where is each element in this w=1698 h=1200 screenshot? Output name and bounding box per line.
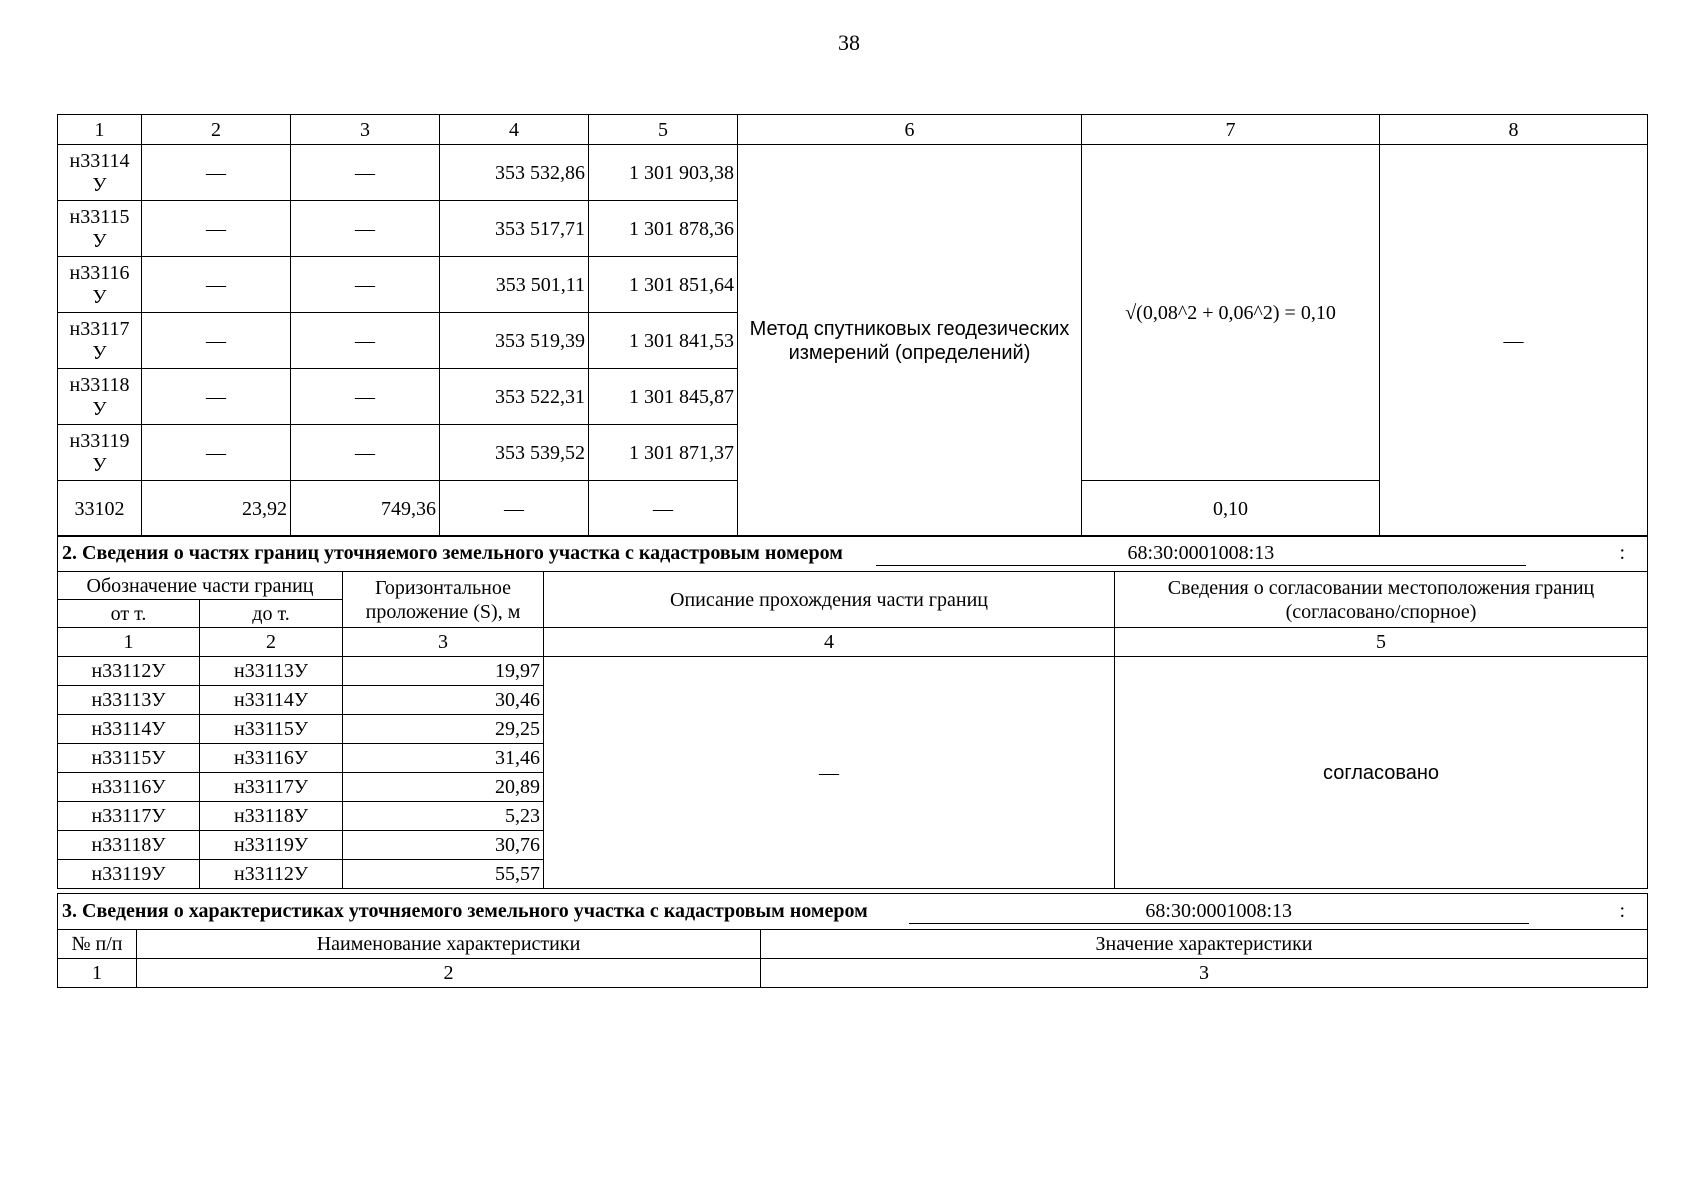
- horizontal-header: Горизонтальное проложение (S), м: [343, 572, 544, 628]
- point-name: 33102: [58, 481, 142, 537]
- to-header: до т.: [200, 600, 343, 628]
- method-cell: Метод спутниковых геодезических измерений (определений): [738, 145, 1082, 537]
- table-row: [58, 145, 1648, 201]
- from-header: от т.: [58, 600, 200, 628]
- col-number: 3: [343, 628, 544, 657]
- cadastral-number: 68:30:0001008:13: [876, 541, 1526, 566]
- col-number: 2: [142, 115, 291, 145]
- cell-value: 23,92: [142, 481, 291, 537]
- horizontal-value: 19,97: [343, 657, 544, 686]
- cell-dash: —: [142, 145, 291, 201]
- to-point: н33116У: [200, 744, 343, 773]
- col8-value: —: [1380, 145, 1648, 537]
- cell-dash: —: [142, 313, 291, 369]
- section-3-title: 3. Сведения о характеристиках уточняемого земельного участка с кадастровым номером: [62, 900, 868, 922]
- section-title: [58, 894, 1648, 930]
- col-number: 2: [200, 628, 343, 657]
- col-number: 7: [1082, 115, 1380, 145]
- cell-dash: —: [589, 481, 738, 537]
- section-title: [58, 536, 1648, 572]
- to-point: н33115У: [200, 715, 343, 744]
- col-number: 8: [1380, 115, 1648, 145]
- approval-header: Сведения о согласовании местоположения границ (согласовано/спорное): [1115, 572, 1648, 628]
- coord-x: 353 539,52: [440, 425, 589, 481]
- cell-dash: —: [142, 257, 291, 313]
- col-number: 2: [137, 959, 761, 988]
- col-number: 1: [58, 628, 200, 657]
- horizontal-value: 30,46: [343, 686, 544, 715]
- from-point: н33119У: [58, 860, 200, 889]
- col-number: 3: [291, 115, 440, 145]
- col-number: 4: [544, 628, 1115, 657]
- col-number: 6: [738, 115, 1082, 145]
- characteristics-table: [57, 893, 1648, 988]
- description-value: —: [544, 657, 1115, 889]
- accuracy-last: 0,10: [1082, 481, 1380, 537]
- page-number: 38: [838, 30, 860, 55]
- description-header: Описание прохождения части границ: [544, 572, 1115, 628]
- cell-dash: —: [142, 369, 291, 425]
- section-2-title: 2. Сведения о частях границ уточняемого земельного участка с кадастровым номером: [62, 542, 843, 564]
- approval-value: согласовано: [1115, 657, 1648, 889]
- to-point: н33112У: [200, 860, 343, 889]
- cell-dash: —: [142, 425, 291, 481]
- col-number: 4: [440, 115, 589, 145]
- coord-y: 1 301 903,38: [589, 145, 738, 201]
- from-point: н33117У: [58, 802, 200, 831]
- col-number: 1: [58, 959, 137, 988]
- to-point: н33114У: [200, 686, 343, 715]
- cell-dash: —: [291, 369, 440, 425]
- name-header: Наименование характеристики: [137, 930, 761, 959]
- coord-x: 353 532,86: [440, 145, 589, 201]
- coordinates-table: [57, 114, 1648, 537]
- from-point: н33115У: [58, 744, 200, 773]
- cell-dash: —: [291, 425, 440, 481]
- from-point: н33113У: [58, 686, 200, 715]
- from-point: н33112У: [58, 657, 200, 686]
- value-header: Значение характеристики: [761, 930, 1648, 959]
- accuracy-formula: √(0,08^2 + 0,06^2) = 0,10: [1082, 145, 1380, 481]
- from-point: н33118У: [58, 831, 200, 860]
- cell-dash: —: [291, 145, 440, 201]
- boundary-parts-table: [57, 535, 1648, 889]
- point-name: н33116 У: [58, 257, 142, 313]
- cell-dash: —: [142, 201, 291, 257]
- cell-value: 749,36: [291, 481, 440, 537]
- to-point: н33113У: [200, 657, 343, 686]
- point-name: н33118 У: [58, 369, 142, 425]
- horizontal-value: 31,46: [343, 744, 544, 773]
- from-point: н33116У: [58, 773, 200, 802]
- point-name: н33119 У: [58, 425, 142, 481]
- colon: :: [1619, 900, 1625, 922]
- section-title-row: [58, 894, 1648, 930]
- point-name: н33114 У: [58, 145, 142, 201]
- header-row: [58, 572, 1648, 600]
- horizontal-value: 29,25: [343, 715, 544, 744]
- num-header: № п/п: [58, 930, 137, 959]
- to-point: н33118У: [200, 802, 343, 831]
- horizontal-value: 20,89: [343, 773, 544, 802]
- coord-y: 1 301 871,37: [589, 425, 738, 481]
- coord-y: 1 301 841,53: [589, 313, 738, 369]
- column-numbers-row: [58, 628, 1648, 657]
- designation-header: Обозначение части границ: [58, 572, 343, 600]
- col-number: 5: [589, 115, 738, 145]
- point-name: н33117 У: [58, 313, 142, 369]
- to-point: н33117У: [200, 773, 343, 802]
- colon: :: [1619, 542, 1626, 564]
- point-name: н33115 У: [58, 201, 142, 257]
- cadastral-number: 68:30:0001008:13: [909, 899, 1529, 924]
- coord-y: 1 301 878,36: [589, 201, 738, 257]
- column-numbers-row: [58, 959, 1648, 988]
- cell-dash: —: [440, 481, 589, 537]
- coord-x: 353 519,39: [440, 313, 589, 369]
- coord-y: 1 301 845,87: [589, 369, 738, 425]
- cell-dash: —: [291, 201, 440, 257]
- horizontal-value: 55,57: [343, 860, 544, 889]
- cell-dash: —: [291, 257, 440, 313]
- table-row: [58, 657, 1648, 686]
- col-number: 3: [761, 959, 1648, 988]
- section-title-row: [58, 536, 1648, 572]
- col-number: 5: [1115, 628, 1648, 657]
- column-numbers-row: [58, 115, 1648, 145]
- from-point: н33114У: [58, 715, 200, 744]
- horizontal-value: 30,76: [343, 831, 544, 860]
- coord-x: 353 501,11: [440, 257, 589, 313]
- coord-y: 1 301 851,64: [589, 257, 738, 313]
- coord-x: 353 517,71: [440, 201, 589, 257]
- col-number: 1: [58, 115, 142, 145]
- coord-x: 353 522,31: [440, 369, 589, 425]
- horizontal-value: 5,23: [343, 802, 544, 831]
- to-point: н33119У: [200, 831, 343, 860]
- cell-dash: —: [291, 313, 440, 369]
- header-row: [58, 930, 1648, 959]
